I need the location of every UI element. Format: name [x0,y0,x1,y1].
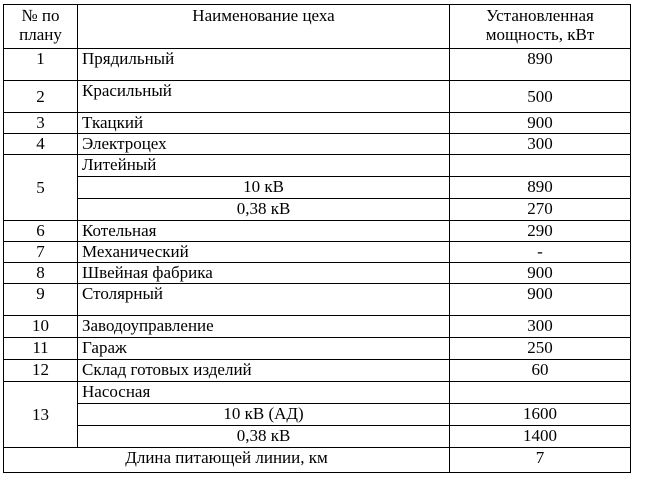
subrow-power: 270 [450,199,631,221]
row-name: Столярный [78,284,450,316]
table-row [4,338,631,360]
row-name: Швейная фабрика [78,263,450,284]
row-num: 2 [4,81,78,113]
row-num: 3 [4,113,78,134]
row-power: 900 [450,263,631,284]
row-power: 900 [450,284,631,316]
header-num-line2: плану [19,25,62,44]
row-name: Прядильный [78,49,450,81]
row-power: 900 [450,113,631,134]
footer-label: Длина питающей линии, км [4,448,450,473]
row-num: 12 [4,360,78,382]
table-subrow [4,199,631,221]
row-name: Гараж [78,338,450,360]
table-row [4,284,631,316]
row-power: 500 [450,81,631,113]
table-row [4,113,631,134]
table-row [4,242,631,263]
header-num [4,5,78,49]
table-subrow [4,426,631,448]
row-num: 5 [4,155,78,221]
subrow-power: 1600 [450,404,631,426]
footer-row [4,448,631,473]
row-num: 11 [4,338,78,360]
row-power [450,382,631,404]
subrow-power: 1400 [450,426,631,448]
row-name: Электроцех [78,134,450,155]
table-subrow [4,404,631,426]
header-power [450,5,631,49]
row-num: 8 [4,263,78,284]
row-name: Заводоуправление [78,316,450,338]
row-power: 300 [450,316,631,338]
row-name: Механический [78,242,450,263]
subrow-power: 890 [450,177,631,199]
table-row [4,134,631,155]
row-num: 4 [4,134,78,155]
table-row [4,263,631,284]
row-power [450,155,631,177]
row-power: - [450,242,631,263]
row-num: 9 [4,284,78,316]
header-power-line2: мощность, кВт [485,25,595,44]
row-name: Литейный [78,155,450,177]
header-power-line1: Установленная [486,6,594,25]
subrow-name: 0,38 кВ [78,199,450,221]
subrow-name: 0,38 кВ [78,426,450,448]
table-row [4,221,631,242]
row-name: Склад готовых изделий [78,360,450,382]
row-num: 13 [4,382,78,448]
footer-value: 7 [450,448,631,473]
row-num: 1 [4,49,78,81]
row-power: 60 [450,360,631,382]
header-num-line1: № по [21,6,60,25]
row-num: 7 [4,242,78,263]
table-row [4,49,631,81]
row-num: 6 [4,221,78,242]
subrow-name: 10 кВ [78,177,450,199]
row-power: 290 [450,221,631,242]
table-row [4,155,631,177]
header-name: Наименование цеха [78,5,450,49]
table-row [4,316,631,338]
header-row [4,5,631,49]
row-name: Красильный [78,81,450,113]
table-row [4,81,631,113]
row-name: Ткацкий [78,113,450,134]
table-subrow [4,177,631,199]
row-power: 890 [450,49,631,81]
subrow-name: 10 кВ (АД) [78,404,450,426]
table-row [4,360,631,382]
row-name: Насосная [78,382,450,404]
table-row [4,382,631,404]
row-num: 10 [4,316,78,338]
row-name: Котельная [78,221,450,242]
row-power: 250 [450,338,631,360]
shops-power-table [3,4,631,473]
row-power: 300 [450,134,631,155]
